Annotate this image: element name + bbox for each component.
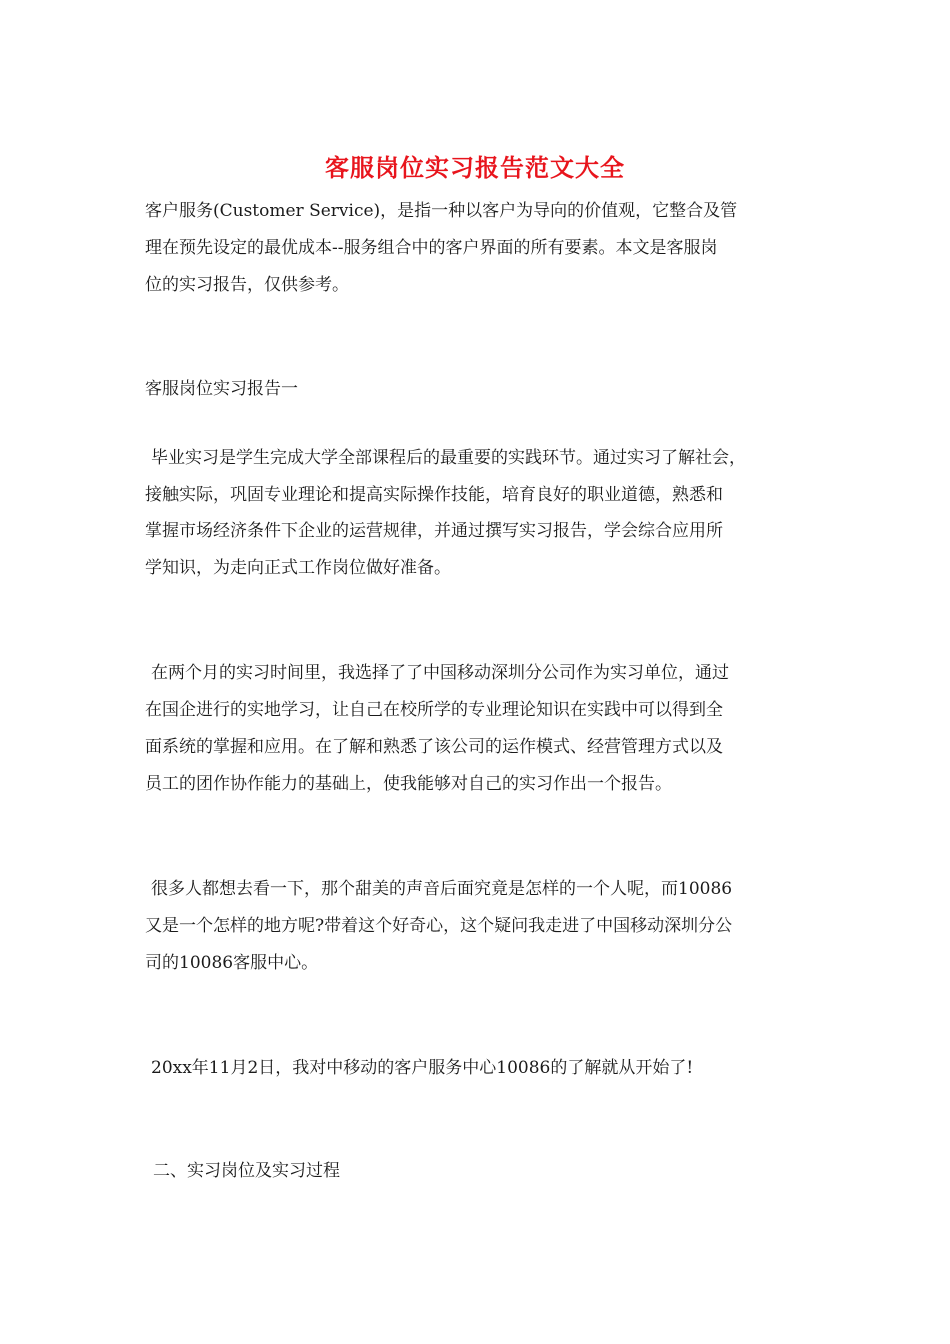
paragraph3-line-2: 又是一个怎样的地方呢?带着这个好奇心，这个疑问我走进了中国移动深圳分公 bbox=[145, 916, 733, 936]
paragraph1-line-4: 学知识，为走向正式工作岗位做好准备。 bbox=[145, 558, 451, 578]
paragraph2-line-3: 面系统的掌握和应用。在了解和熟悉了该公司的运作模式、经营管理方式以及 bbox=[145, 737, 723, 757]
paragraph1-line-1: 毕业实习是学生完成大学全部课程后的最重要的实践环节。通过实习了解社会， bbox=[151, 448, 746, 468]
intro-line-3: 位的实习报告，仅供参考。 bbox=[145, 275, 349, 295]
paragraph2-line-2: 在国企进行的实地学习，让自己在校所学的专业理论知识在实践中可以得到全 bbox=[145, 700, 723, 720]
paragraph4-line-1: 20xx年11月2日，我对中移动的客户服务中心10086的了解就从开始了! bbox=[151, 1058, 694, 1078]
document-title: 客服岗位实习报告范文大全 bbox=[325, 153, 625, 182]
subheading-internship-process: 二、实习岗位及实习过程 bbox=[153, 1161, 340, 1181]
paragraph3-line-1: 很多人都想去看一下，那个甜美的声音后面究竟是怎样的一个人呢，而10086 bbox=[151, 879, 733, 899]
paragraph3-line-3: 司的10086客服中心。 bbox=[145, 953, 319, 973]
section-heading: 客服岗位实习报告一 bbox=[145, 379, 298, 399]
intro-line-1: 客户服务(Customer Service)，是指一种以客户为导向的价值观，它整合及管 bbox=[145, 201, 738, 221]
paragraph1-line-3: 掌握市场经济条件下企业的运营规律，并通过撰写实习报告，学会综合应用所 bbox=[145, 521, 723, 541]
paragraph2-line-1: 在两个月的实习时间里，我选择了了中国移动深圳分公司作为实习单位，通过 bbox=[151, 663, 729, 683]
intro-line-2: 理在预先设定的最优成本--服务组合中的客户界面的所有要素。本文是客服岗 bbox=[145, 238, 718, 258]
paragraph1-line-2: 接触实际，巩固专业理论和提高实际操作技能，培育良好的职业道德，熟悉和 bbox=[145, 485, 723, 505]
paragraph2-line-4: 员工的团作协作能力的基础上，使我能够对自己的实习作出一个报告。 bbox=[145, 774, 672, 794]
